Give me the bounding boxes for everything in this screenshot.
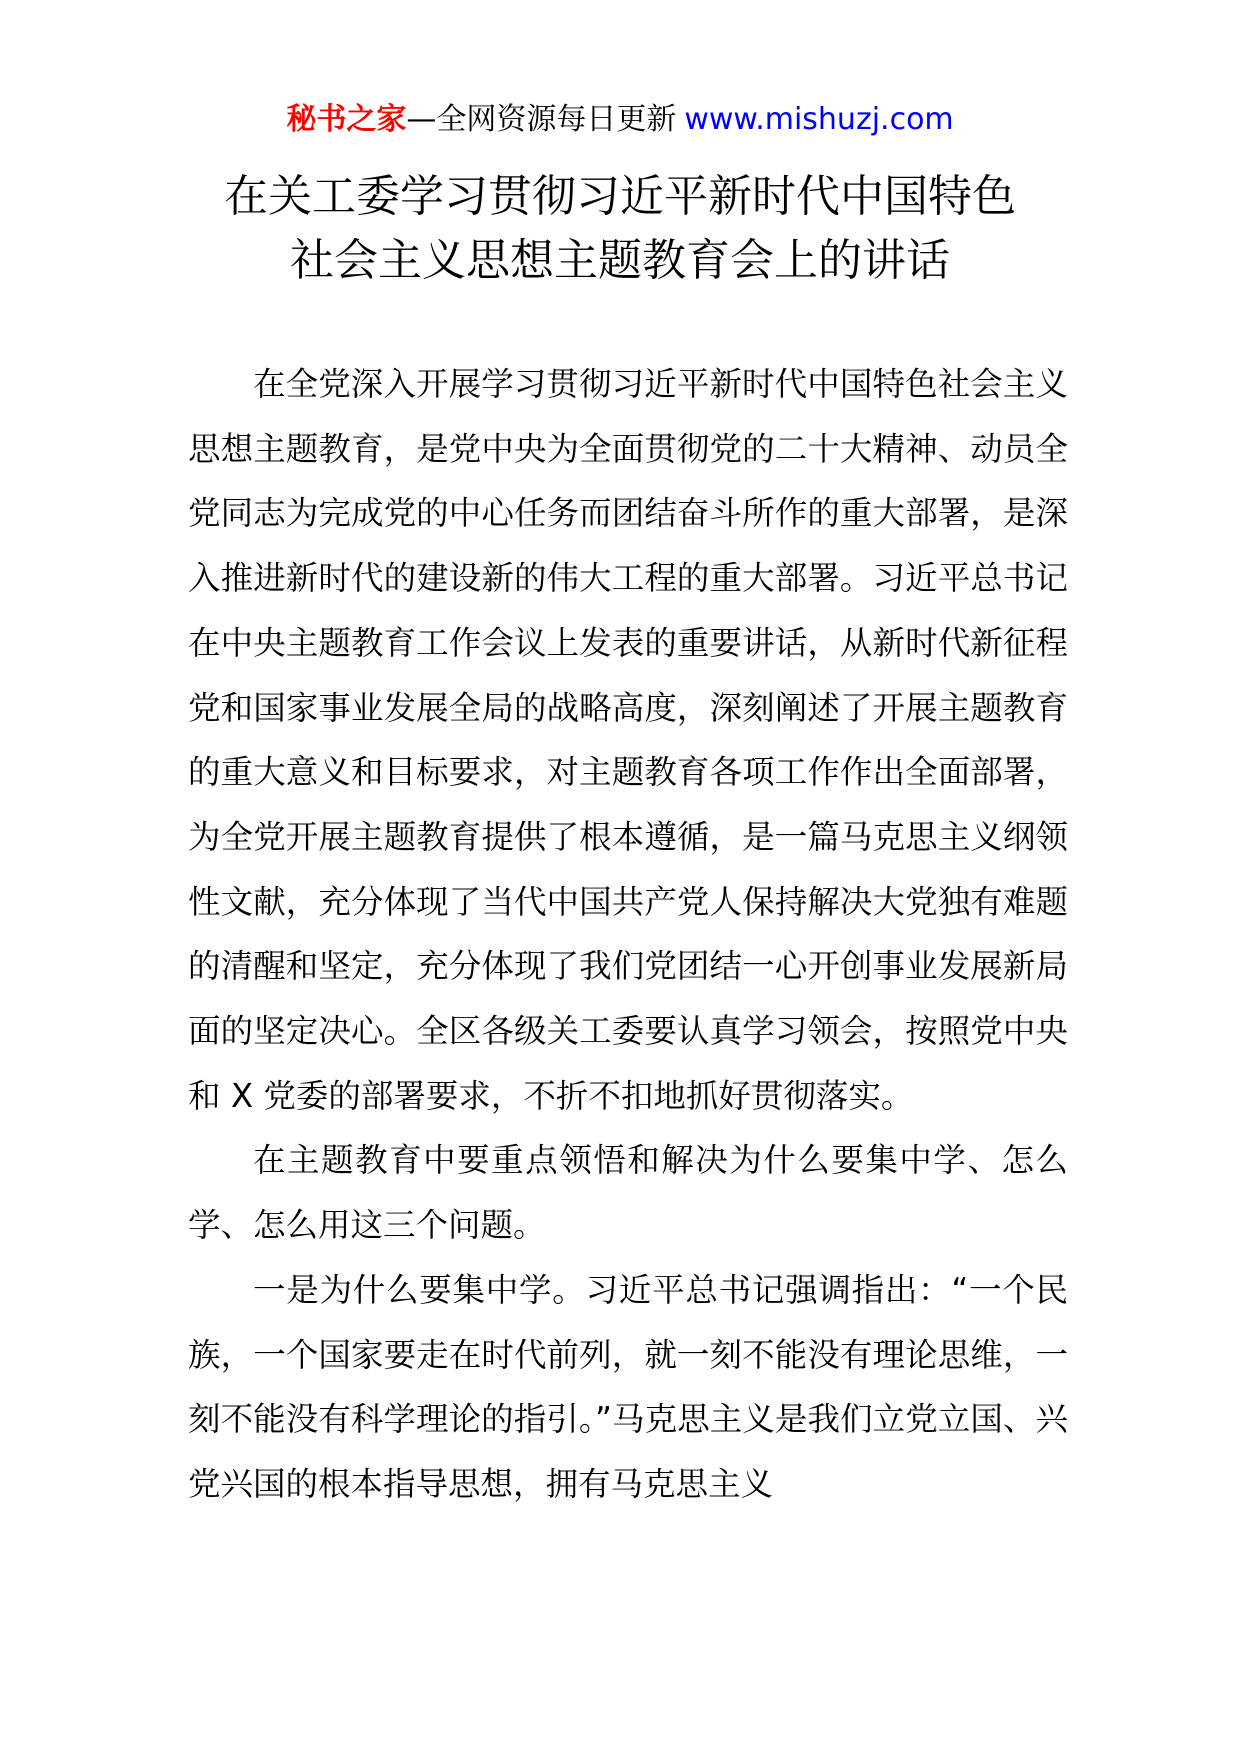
document-title-line-1: 在关工委学习贯彻习近平新时代中国特色: [224, 171, 1016, 222]
body-paragraph-1: 在全党深入开展学习贯彻习近平新时代中国特色社会主义思想主题教育，是党中央为全面贯彻党的二十大精神、动员全党同志为完成党的中心任务而团结奋斗所作的重大部署，是深入推进新时代的建设新的伟大工程的重大部署。习近平总书记在中央主题教育工作会议上发表的重要讲话，从新时代新征程党和国家事业发展全局的战略高度，深刻阐述了开展主题教育的重大意义和目标要求，对主题教育各项工作作出全面部署，为全党开展主题教育提供了根本遵循，是一篇马克思主义纲领性文献，充分体现了当代中国共产党人保持解决大党独有难题的清醒和坚定，充分体现了我们党团结一心开创事业发展新局面的坚定决心。全区各级关工委要认真学习领会，按照党中央和 X 党委的部署要求，不折不扣地抓好贯彻落实。: [188, 365, 1068, 1115]
site-url-link[interactable]: www.mishuzj.com: [684, 102, 954, 137]
site-brand: 秘书之家: [286, 102, 407, 137]
document-title-line-2: 社会主义思想主题教育会上的讲话: [290, 235, 950, 286]
document-title: [150, 165, 1090, 293]
site-slogan: —全网资源每日更新: [406, 102, 677, 137]
body-paragraph-2: 在主题教育中要重点领悟和解决为什么要集中学、怎么学、怎么用这三个问题。: [188, 1141, 1068, 1245]
body-paragraph-3: 一是为什么要集中学。习近平总书记强调指出：“一个民族，一个国家要走在时代前列，就一刻不能没有理论思维，一刻不能没有科学理论的指引。”马克思主义是我们立党立国、兴党兴国的根本指导思想，拥有马克思主义: [188, 1270, 1068, 1503]
site-header: [0, 100, 1240, 140]
document-body: [188, 352, 1068, 1517]
